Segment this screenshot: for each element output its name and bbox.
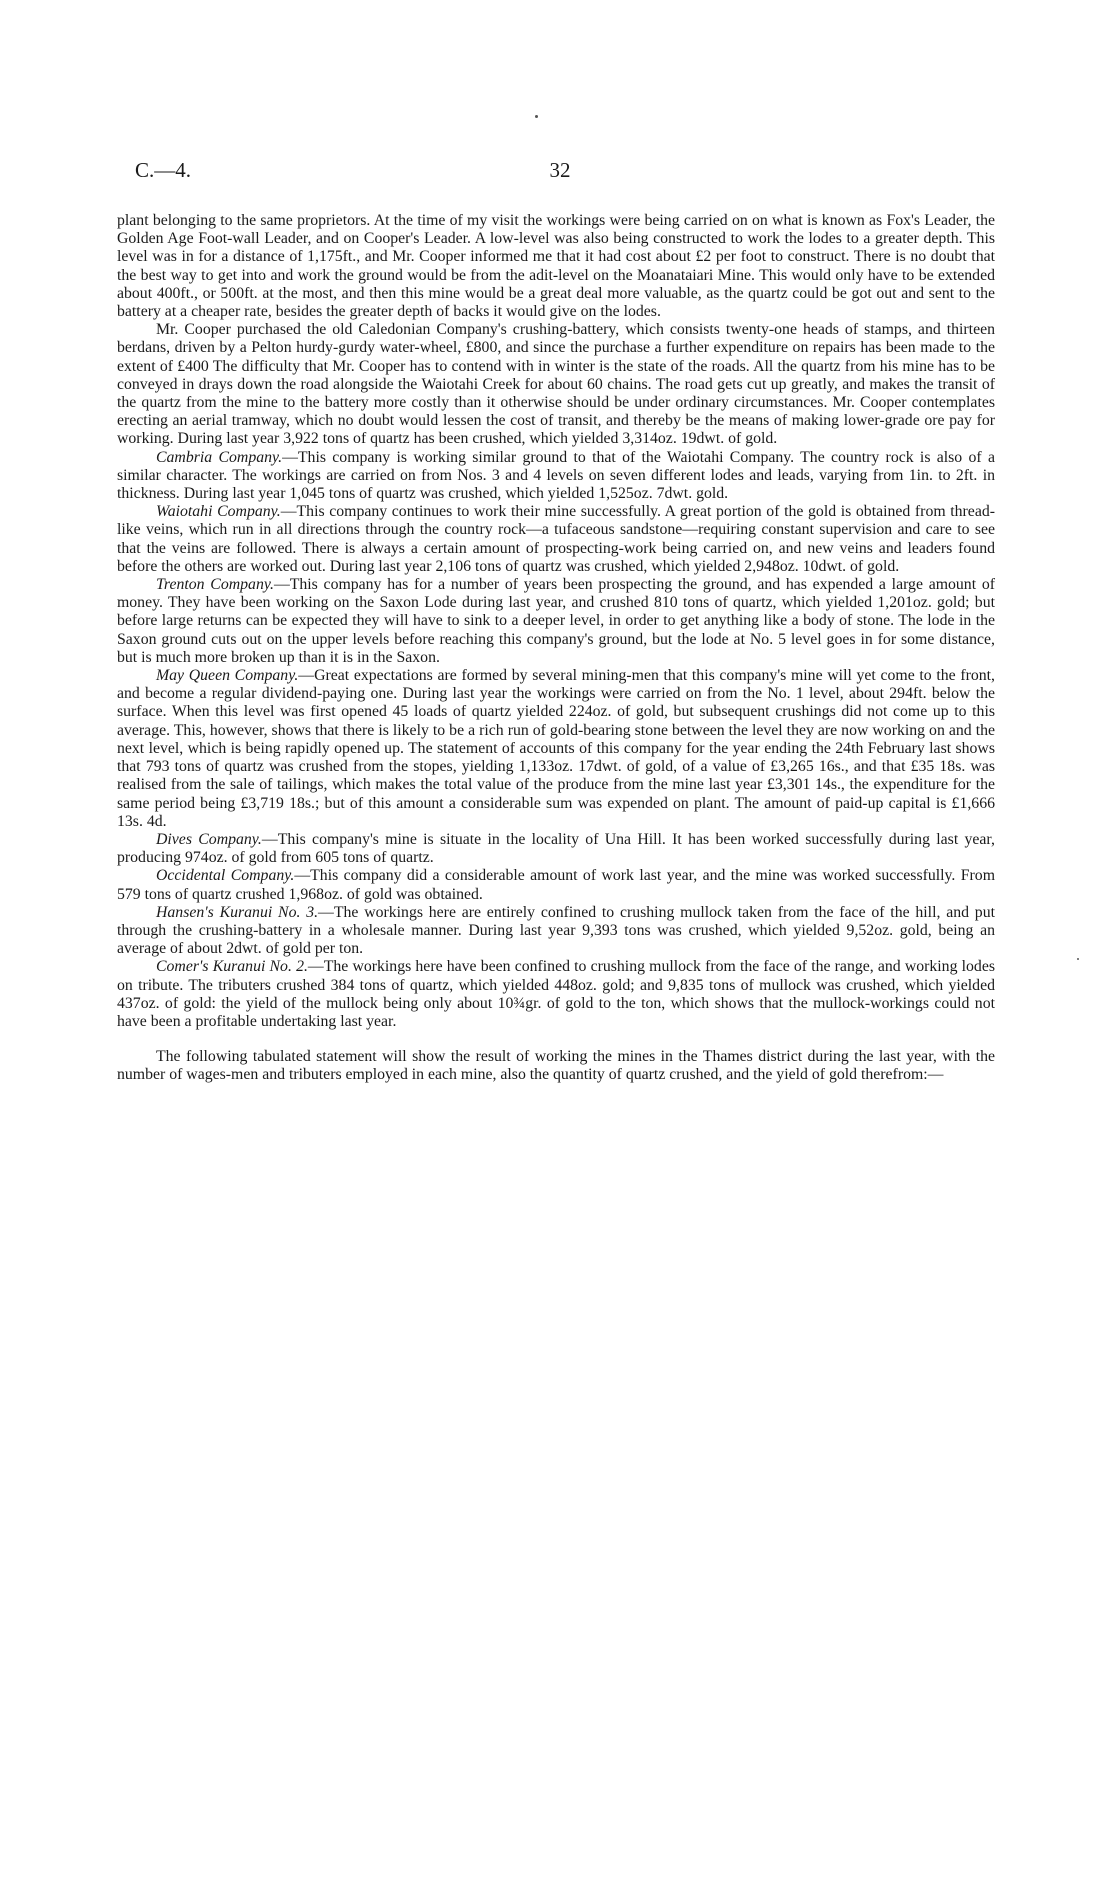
paragraph-cambria-company <box>117 449 995 504</box>
page-number: 32 <box>549 158 571 182</box>
paragraph-text: —This company has for a number of years been prospecting the ground, and has expended a large amount of money. They have been working on the Saxon Lode during last year, and crushed 810 tons of quartz, which yielded 1,201oz. gold; but before large returns can be expected they will have to sink to a deeper level, in order to get anything like a body of stone. The lode in the Saxon ground cuts out on the upper levels before reaching this company's ground, but the lode at No. 5 level goes in for some distance, but is much more broken up than it is in the Saxon. <box>117 576 995 666</box>
document-code: C.—4. <box>135 158 192 182</box>
paragraph-text: plant belonging to the same proprietors. At the time of my visit the workings were being carried on on what is known as Fox's Leader, the Golden Age Foot-wall Leader, and on Cooper's Leader. A low-level was also being constructed to work the lodes to a greater depth. This level was in for a distance of 1,175ft., and Mr. Cooper informed me that it had cost about £2 per foot to construct. There is no doubt that the best way to get into and work the ground would be from the adit-level on the Moanataiari Mine. This would only have to be extended about 400ft., or 500ft. at the most, and then this mine would be a great deal more valuable, as the quartz could be got out and sent to the battery at a cheaper rate, besides the greater depth of backs it would give on the lodes. <box>117 212 995 321</box>
paragraph-text: Mr. Cooper purchased the old Caledonian Company's crushing-battery, which consists twenty-one heads of stamps, and thirteen berdans, driven by a Pelton hurdy-gurdy water-wheel, £800, and since the purchase a further expenditure on repairs has been made to the extent of £400 The difficulty that Mr. Cooper has to contend with in winter is the state of the roads. All the quartz from his mine has to be conveyed in drays down the road alongside the Waiotahi Creek for about 60 chains. The road gets cut up greatly, and makes the transit of the quartz from the mine to the battery more costly than it otherwise should be under ordinary circumstances. Mr. Cooper contemplates erecting an aerial tramway, which no doubt would lessen the cost of transit, and thereby be the means of making lower-grade ore pay for working. During last year 3,922 tons of quartz has been crushed, which yielded 3,314oz. 19dwt. of gold. <box>117 321 995 448</box>
paragraph-may-queen-company <box>117 667 995 831</box>
paragraph <box>117 321 995 448</box>
scan-speck <box>1077 958 1079 960</box>
paragraph-text: —This company's mine is situate in the locality of Una Hill. It has been worked successfully during last year, producing 974oz. of gold from 605 tons of quartz. <box>117 830 995 867</box>
scan-speck <box>535 115 538 118</box>
paragraph-comers-kuranui <box>117 958 995 1031</box>
company-name: Occidental Company. <box>156 867 295 885</box>
company-name: Trenton Company. <box>156 576 274 594</box>
body-text <box>117 212 995 1085</box>
paragraph-occidental-company <box>117 867 995 903</box>
paragraph-text: The following tabulated statement will show the result of working the mines in the Thames district during the last year, with the number of wages-men and tributers employed in each mine, also the quantity of quartz crushed, and the yield of gold therefrom:— <box>117 1048 995 1084</box>
page-header <box>135 158 985 194</box>
company-name: Waiotahi Company. <box>156 503 281 521</box>
company-name: Comer's Kuranui No. 2. <box>156 958 308 976</box>
paragraph-text: —This company continues to work their mine successfully. A great portion of the gold is obtained from thread-like veins, which run in all directions through the country rock—a tufaceous sandstone—requiring constant supervision and care to see that the veins are followed. There is always a certain amount of prospecting-work being carried on, and new veins and leaders found before the others are worked out. During last year 2,106 tons of quartz was crushed, which yielded 2,948oz. 10dwt. of gold. <box>117 503 995 575</box>
paragraph-text: —The workings here are entirely confined to crushing mullock taken from the face of the hill, and put through the crushing-battery in a wholesale manner. During last year 9,393 tons was crushed, which yielded 9,52oz. gold, being an average of about 2dwt. of gold per ton. <box>117 903 995 958</box>
company-name: Hansen's Kuranui No. 3. <box>156 903 319 921</box>
company-name: Dives Company. <box>156 830 262 848</box>
paragraph-hansens-kuranui <box>117 904 995 959</box>
paragraph-table-intro <box>117 1048 995 1084</box>
paragraph-text: —This company is working similar ground to that of the Waiotahi Company. The country rock is also of a similar character. The workings are carried on from Nos. 3 and 4 levels on seven different lodes and leads, varying from 1in. to 2ft. in thickness. During last year 1,045 tons of quartz was crushed, which yielded 1,525oz. 7dwt. gold. <box>117 448 995 503</box>
paragraph-waiotahi-company <box>117 503 995 576</box>
paragraph-trenton-company <box>117 576 995 667</box>
paragraph-text: —The workings here have been confined to crushing mullock from the face of the range, and working lodes on tribute. The tributers crushed 384 tons of quartz, which yielded 448oz. gold; and 9,835 tons of mullock was crushed, which yielded 437oz. of gold: the yield of the mullock being only about 10¾gr. of gold to the ton, which shows that the mullock-workings could not have been a profitable undertaking last year. <box>117 958 995 1030</box>
paragraph-dives-company <box>117 831 995 867</box>
company-name: Cambria Company. <box>156 448 283 466</box>
paragraph <box>117 212 995 321</box>
company-name: May Queen Company. <box>156 667 299 685</box>
paragraph-text: —This company did a considerable amount of work last year, and the mine was worked successfully. From 579 tons of quartz crushed 1,968oz. of gold was obtained. <box>117 867 995 903</box>
paragraph-text: —Great expectations are formed by several mining-men that this company's mine will yet come to the front, and become a regular dividend-paying one. During last year the workings were carried on from the No. 1 level, about 294ft. below the surface. When this level was first opened 45 loads of quartz yielded 224oz. of gold, but subsequent crushings did not come up to this average. This, however, shows that there is likely to be a rich run of gold-bearing stone between the level they are now working on and the next level, which is being rapidly opened up. The statement of accounts of this company for the year ending the 24th February last shows that 793 tons of quartz was crushed from the stopes, yielding 1,133oz. 17dwt. of gold, of a value of £3,265 16s., and that £35 18s. was realised from the sale of tailings, which makes the total value of the produce from the mine last year £3,301 14s., the expenditure for the same period being £3,719 18s.; but of this amount a considerable sum was expended on plant. The amount of paid-up capital is £1,666 13s. 4d. <box>117 667 996 830</box>
